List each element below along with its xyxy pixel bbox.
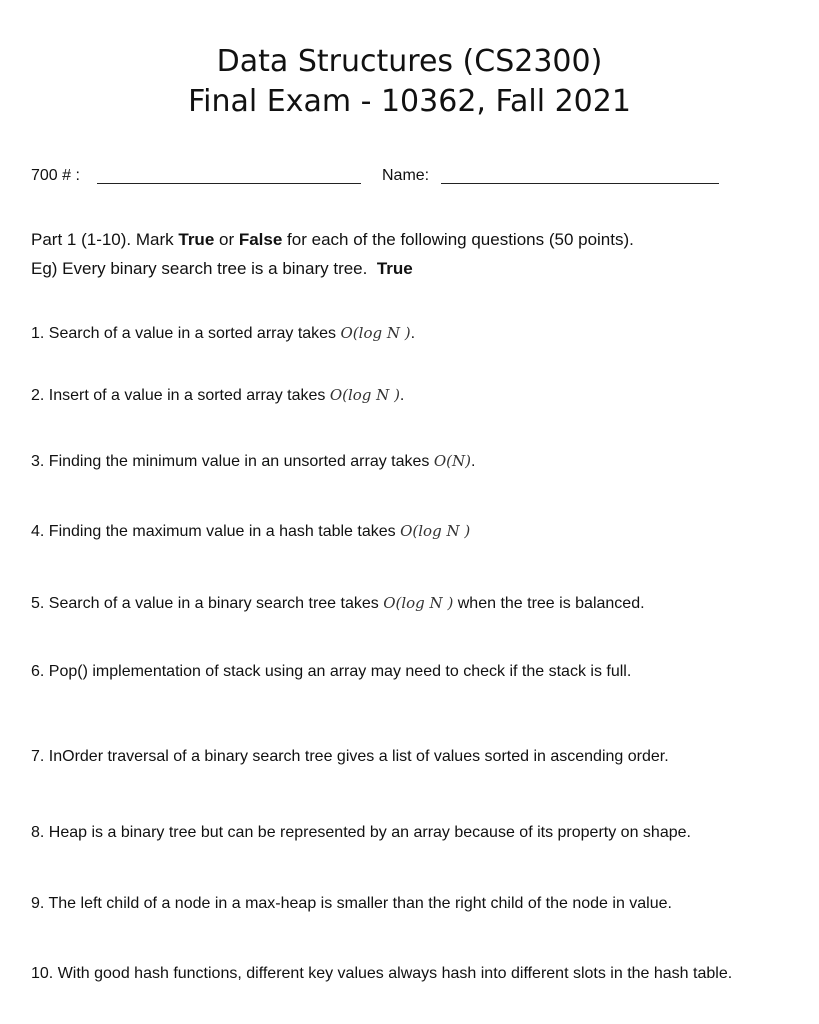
part-instructions [31, 229, 634, 251]
instructions-prefix: Part 1 (1-10). Mark [31, 230, 179, 249]
question-1 [31, 323, 415, 344]
question-text: 1. Search of a value in a sorted array takes [31, 325, 341, 342]
question-5 [31, 593, 645, 614]
question-text: 5. Search of a value in a binary search tree takes [31, 595, 384, 612]
question-text: 3. Finding the minimum value in an unsorted array takes [31, 453, 434, 470]
question-text: 9. The left child of a node in a max-heap is smaller than the right child of the node in value. [31, 895, 672, 912]
id-blank[interactable] [97, 183, 361, 184]
question-10 [31, 964, 732, 984]
example-line [31, 258, 413, 280]
example-answer: True [376, 259, 413, 278]
question-2 [31, 385, 404, 406]
question-text: 7. InOrder traversal of a binary search tree gives a list of values sorted in ascending order. [31, 748, 669, 765]
question-7 [31, 747, 669, 767]
question-8 [31, 823, 691, 843]
id-label: 700 # : [31, 167, 80, 184]
course-title: Data Structures (CS2300) [216, 44, 603, 79]
question-suffix: . [410, 325, 416, 342]
example-text: Eg) Every binary search tree is a binary tree. [31, 259, 368, 278]
question-suffix: . [399, 387, 405, 404]
complexity-expression: O(log N ) [400, 522, 471, 540]
true-keyword: True [178, 230, 215, 249]
question-text: 2. Insert of a value in a sorted array takes [31, 387, 330, 404]
exam-title: Final Exam - 10362, Fall 2021 [188, 84, 631, 119]
question-4 [31, 521, 470, 542]
question-6 [31, 662, 631, 682]
name-blank[interactable] [441, 183, 719, 184]
instructions-suffix: for each of the following questions (50 points). [282, 230, 634, 249]
instructions-or: or [214, 230, 239, 249]
complexity-expression: O(log N ) [340, 324, 411, 342]
false-keyword: False [238, 230, 283, 249]
question-text: 4. Finding the maximum value in a hash table takes [31, 523, 401, 540]
question-9 [31, 894, 672, 914]
complexity-expression: O(log N ) [329, 386, 400, 404]
question-text: 8. Heap is a binary tree but can be represented by an array because of its property on shape. [31, 824, 691, 841]
complexity-expression: O(log N ) [383, 594, 454, 612]
question-3 [31, 451, 475, 472]
name-label: Name: [382, 167, 430, 184]
question-suffix: when the tree is balanced. [453, 595, 645, 612]
question-suffix: . [471, 453, 476, 470]
question-text: 10. With good hash functions, different key values always hash into different slots in the hash table. [31, 965, 733, 982]
question-text: 6. Pop() implementation of stack using an array may need to check if the stack is full. [31, 663, 632, 680]
complexity-expression: O(N) [433, 452, 472, 470]
